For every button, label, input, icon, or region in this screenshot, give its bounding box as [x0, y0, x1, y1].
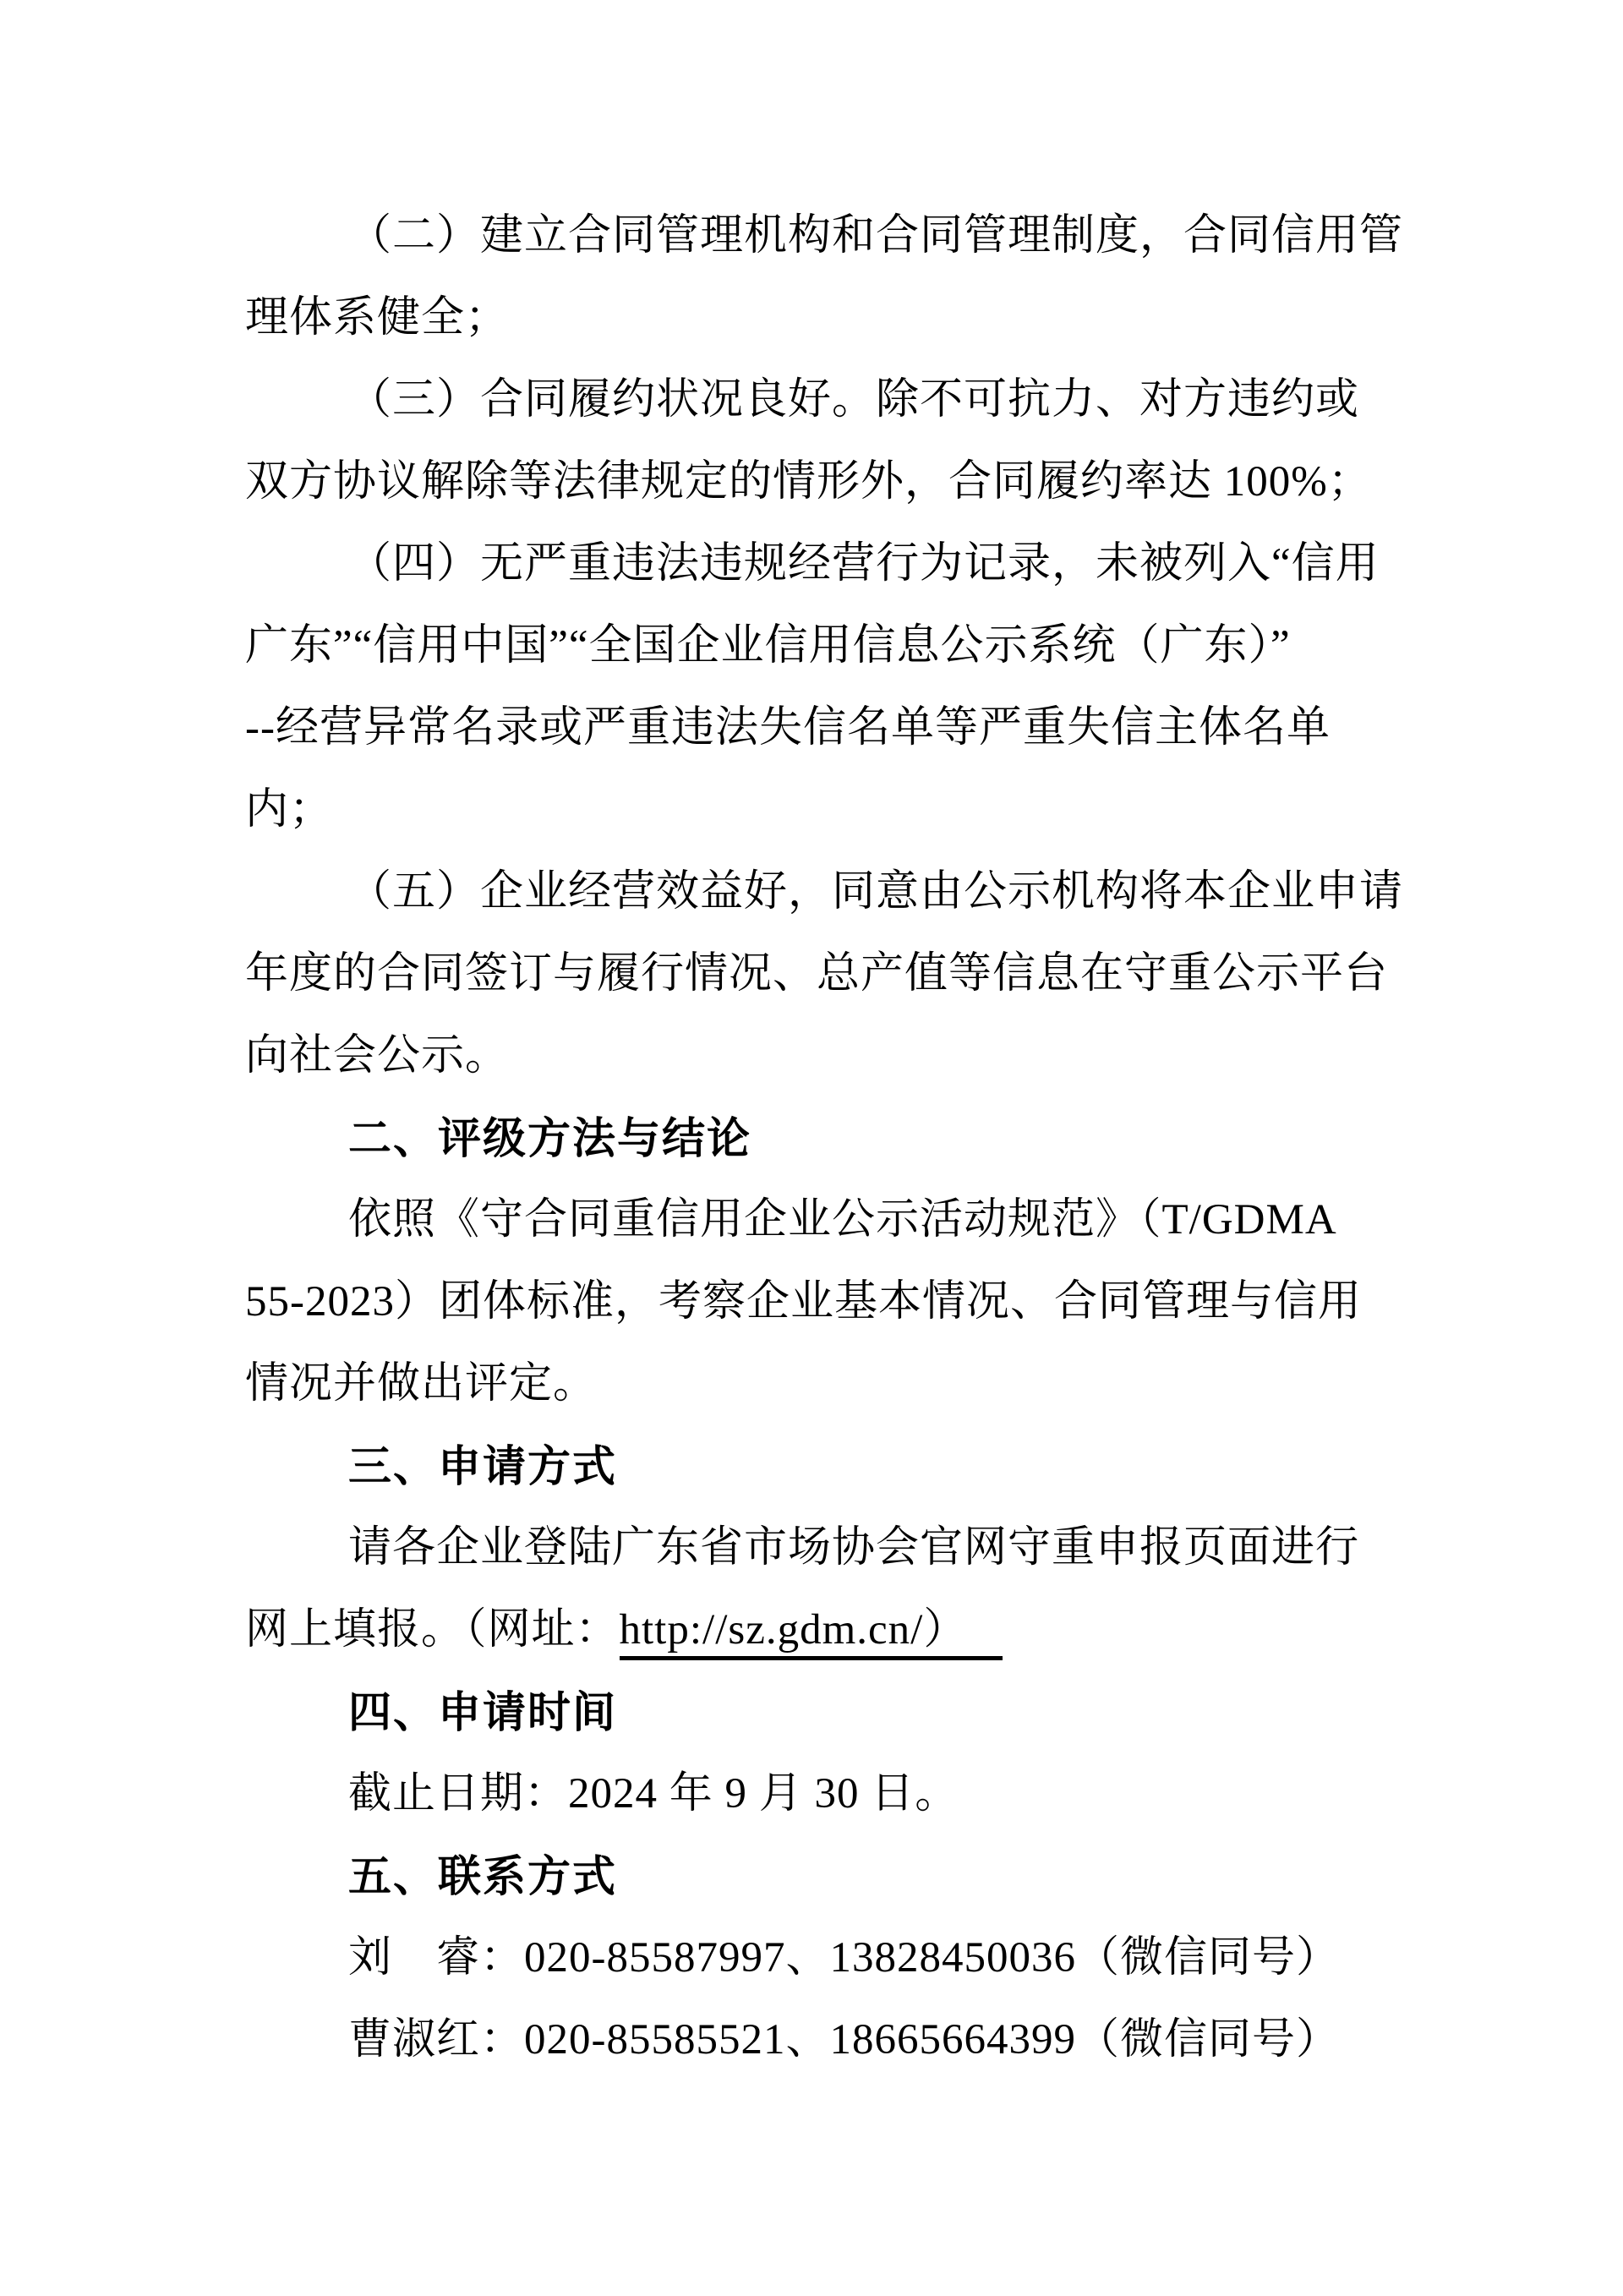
clause-5-line-2: 年度的合同签订与履行情况、总产值等信息在守重公示平台 — [245, 950, 1389, 998]
document-body — [245, 195, 1404, 2081]
section-heading-application-method: 三、申请方式 — [348, 1442, 618, 1490]
section-heading-rating-method: 二、评级方法与结论 — [348, 1114, 752, 1162]
application-url-link[interactable]: http://sz.gdm.cn/） — [620, 1606, 1003, 1660]
clause-4-line-2: 广东”“信用中国”“全国企业信用信息公示系统（广东）” — [245, 622, 1291, 670]
rating-method-line-2: 55-2023）团体标准，考察企业基本情况、合同管理与信用 — [245, 1278, 1362, 1326]
rating-method-line-1: 依照《守合同重信用企业公示活动规范》（T/GDMA — [348, 1196, 1337, 1244]
contact-line-liu-rui: 刘 睿：020-85587997、13828450036（微信同号） — [348, 1934, 1340, 1982]
contact-line-cao-shuhong: 曹淑红：020-85585521、18665664399（微信同号） — [348, 2016, 1340, 2064]
rating-method-line-3: 情况并做出评定。 — [245, 1360, 598, 1408]
clause-4-line-4: 内； — [245, 786, 334, 834]
clause-2-line-1: （二）建立合同管理机构和合同管理制度，合同信用管 — [348, 212, 1404, 260]
clause-4-line-3: --经营异常名录或严重违法失信名单等严重失信主体名单 — [245, 704, 1331, 752]
section-heading-contact-info: 五、联系方式 — [348, 1852, 618, 1900]
clause-5-line-1: （五）企业经营效益好，同意由公示机构将本企业申请 — [348, 868, 1404, 916]
section-heading-application-time: 四、申请时间 — [348, 1688, 618, 1736]
clause-3-line-2: 双方协议解除等法律规定的情形外，合同履约率达 100%； — [245, 458, 1372, 506]
clause-5-line-3: 向社会公示。 — [245, 1032, 510, 1080]
application-method-line-2 — [245, 1589, 1395, 1671]
application-url-prefix: 网上填报。（网址： — [245, 1606, 620, 1654]
application-method-line-1: 请各企业登陆广东省市场协会官网守重申报页面进行 — [348, 1524, 1360, 1572]
clause-2-line-2: 理体系健全； — [245, 294, 510, 342]
application-deadline: 截止日期：2024 年 9 月 30 日。 — [348, 1770, 959, 1818]
clause-4-line-1: （四）无严重违法违规经营行为记录，未被列入“信用 — [348, 540, 1380, 588]
clause-3-line-1: （三）合同履约状况良好。除不可抗力、对方违约或 — [348, 376, 1360, 424]
